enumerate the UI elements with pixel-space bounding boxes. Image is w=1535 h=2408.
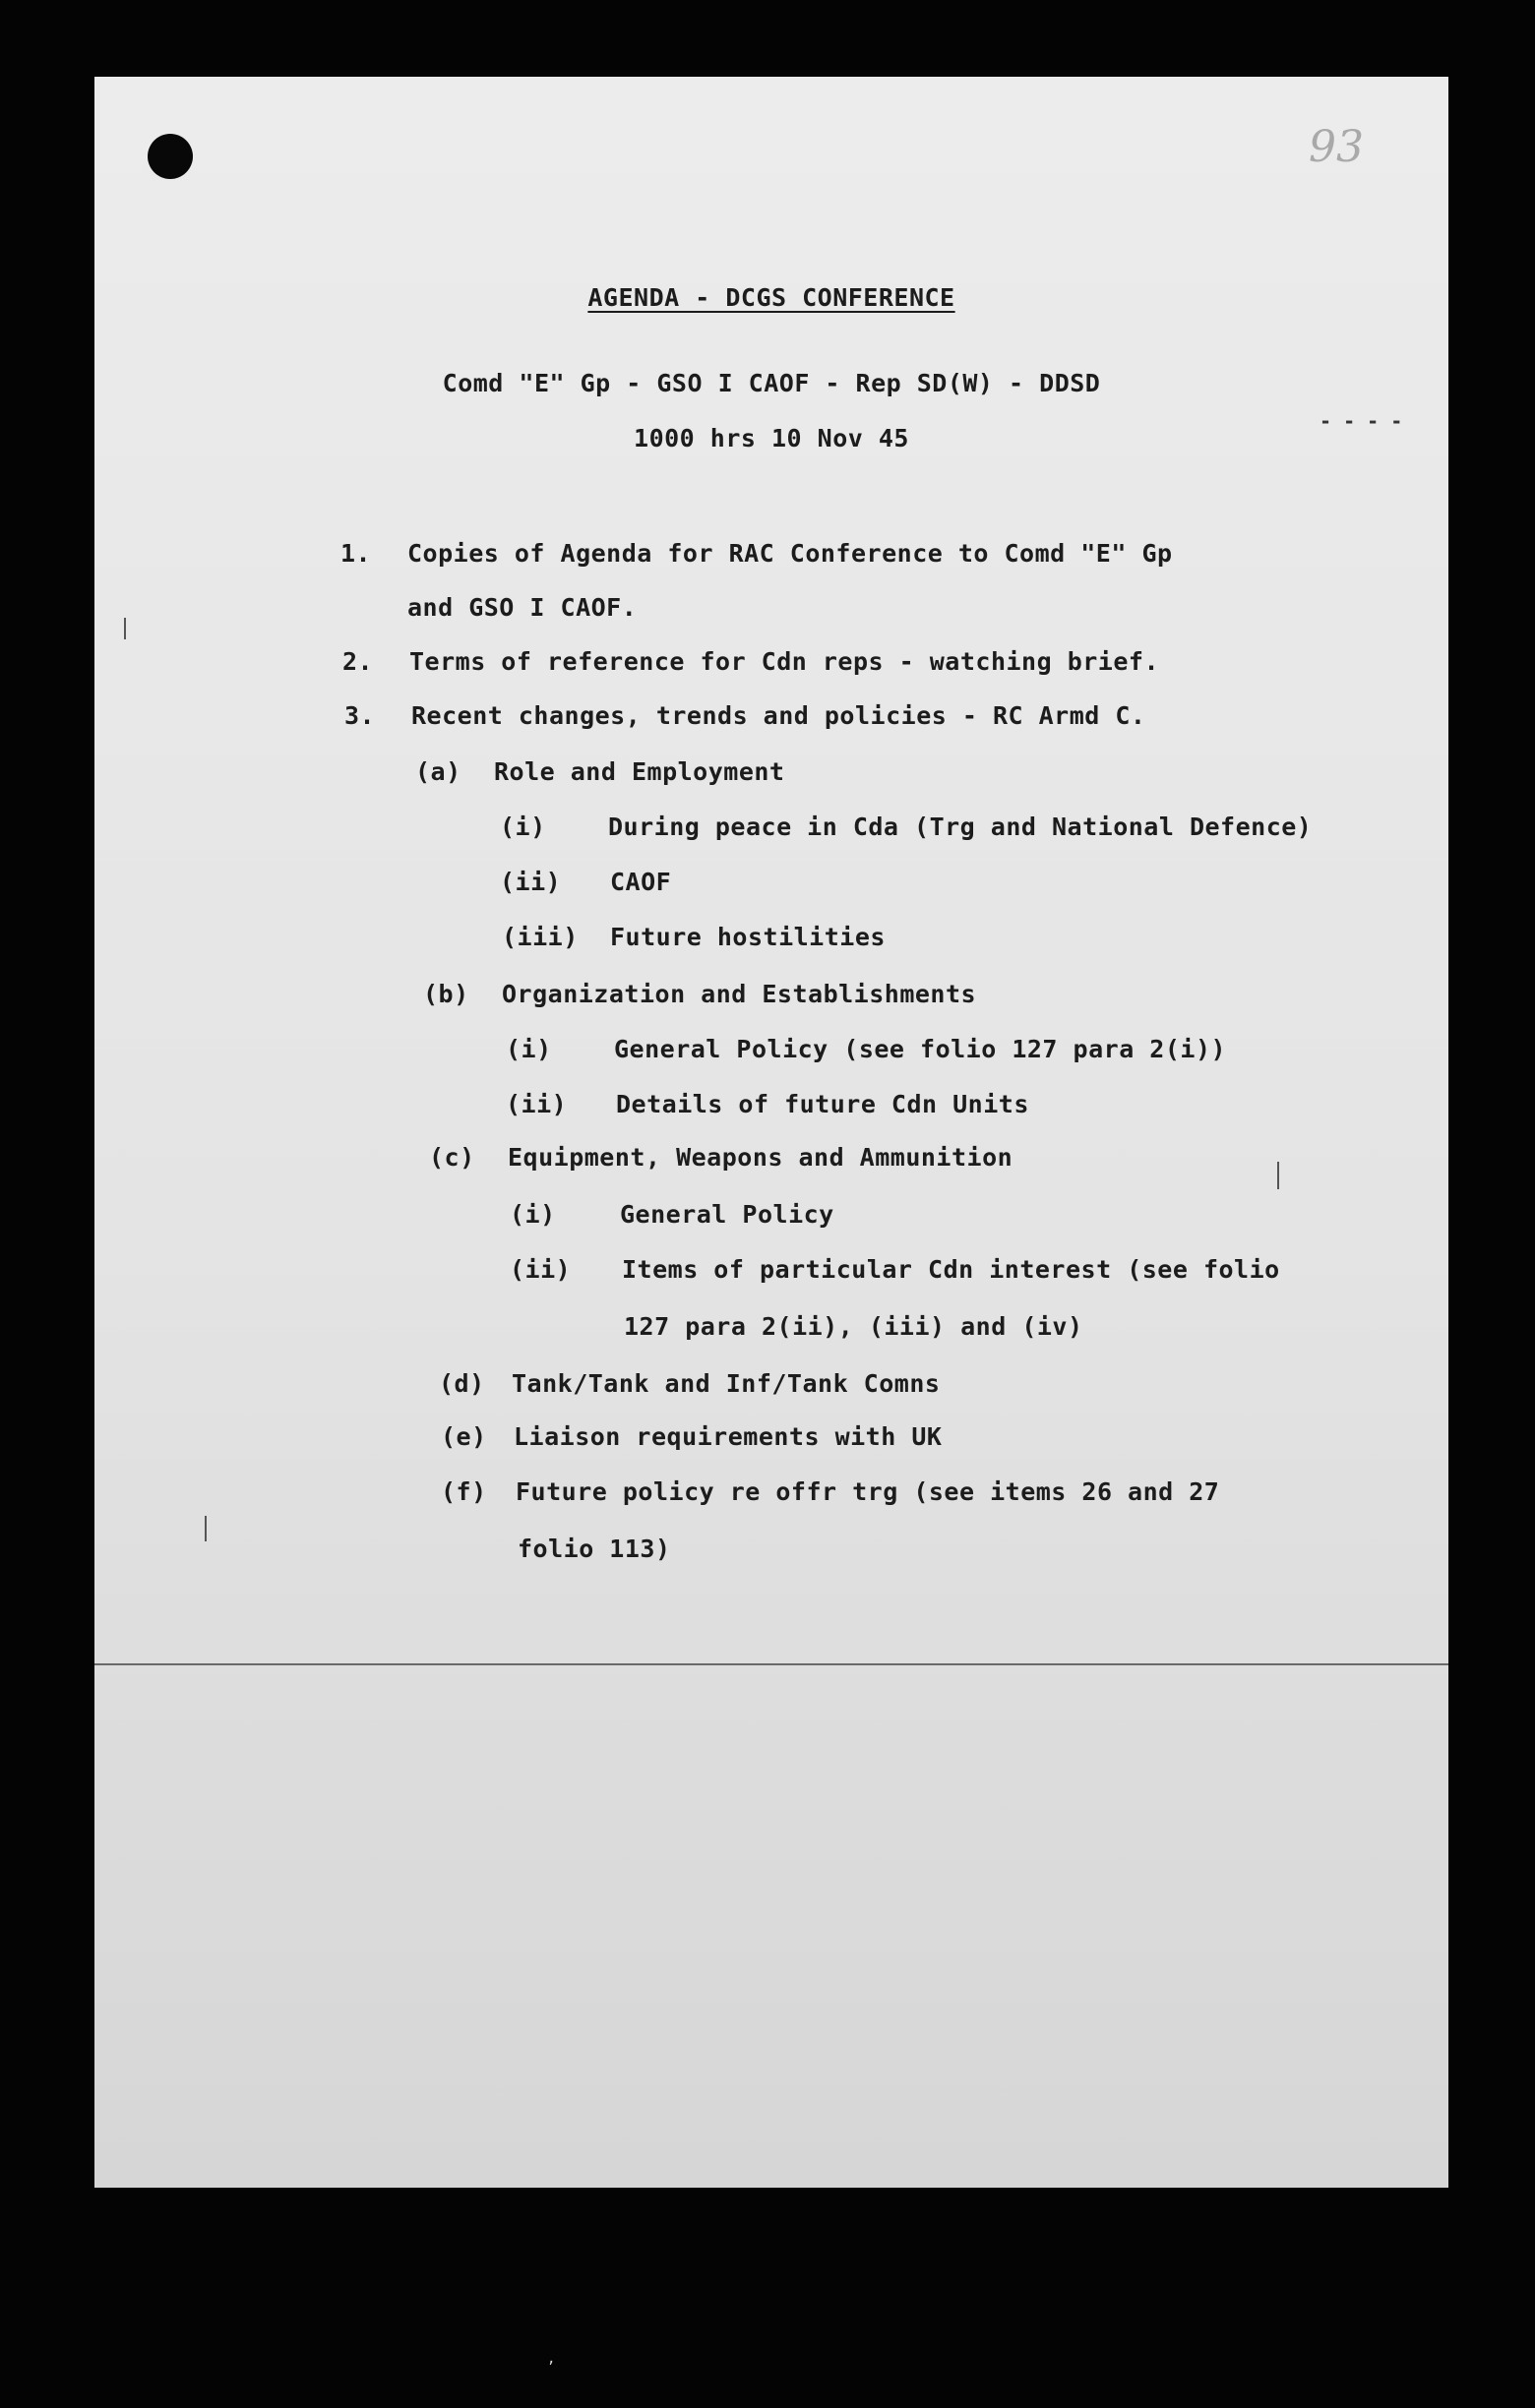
fold-line xyxy=(94,1663,1448,1665)
subitem-label: (d) xyxy=(439,1369,485,1398)
item-number: 1. xyxy=(340,539,372,568)
subsubitem-label: (i) xyxy=(510,1200,556,1229)
subsubitem-text: During peace in Cda (Trg and National Defence) xyxy=(608,813,1313,841)
document-page xyxy=(94,77,1448,2188)
subsubitem-text: Items of particular Cdn interest (see folio xyxy=(622,1255,1280,1284)
subsubitem-text: Future hostilities xyxy=(610,923,886,951)
subsubitem-text: General Policy xyxy=(620,1200,834,1229)
subitem-text: Future policy re offr trg (see items 26 and 27 xyxy=(516,1477,1220,1506)
subitem-text: Role and Employment xyxy=(494,757,785,786)
subsubitem-text: 127 para 2(ii), (iii) and (iv) xyxy=(624,1312,1083,1341)
subsubitem-label: (ii) xyxy=(506,1090,568,1118)
scan-speck: , xyxy=(547,2351,556,2367)
attendees-line: Comd "E" Gp - GSO I CAOF - Rep SD(W) - DDSD xyxy=(442,369,1101,397)
item-text: and GSO I CAOF. xyxy=(407,593,638,622)
punch-hole xyxy=(148,134,193,179)
subitem-label: (f) xyxy=(441,1477,487,1506)
margin-dash: - - - - xyxy=(1320,409,1403,433)
subsubitem-label: (ii) xyxy=(510,1255,572,1284)
subitem-text: Tank/Tank and Inf/Tank Comns xyxy=(512,1369,941,1398)
subsubitem-label: (iii) xyxy=(502,923,579,951)
folio-number: 93 xyxy=(1309,122,1364,172)
margin-mark xyxy=(1277,1162,1279,1189)
subitem-text: Organization and Establishments xyxy=(502,980,977,1008)
margin-mark xyxy=(205,1516,207,1541)
page-title: AGENDA - DCGS CONFERENCE xyxy=(587,283,955,312)
subitem-text: Equipment, Weapons and Ammunition xyxy=(508,1143,1013,1172)
subitem-label: (a) xyxy=(415,757,461,786)
subitem-label: (c) xyxy=(429,1143,475,1172)
subsubitem-text: CAOF xyxy=(610,868,672,896)
subitem-label: (e) xyxy=(441,1422,487,1451)
subitem-text: folio 113) xyxy=(518,1535,671,1563)
item-text: Recent changes, trends and policies - RC Armd C. xyxy=(411,701,1146,730)
subitem-text: Liaison requirements with UK xyxy=(514,1422,943,1451)
item-number: 3. xyxy=(344,701,376,730)
subsubitem-text: Details of future Cdn Units xyxy=(616,1090,1029,1118)
subsubitem-label: (i) xyxy=(506,1035,552,1063)
item-number: 2. xyxy=(342,647,374,676)
subsubitem-label: (ii) xyxy=(500,868,562,896)
date-time-line: 1000 hrs 10 Nov 45 xyxy=(634,424,909,452)
margin-mark xyxy=(124,618,126,639)
item-text: Terms of reference for Cdn reps - watching brief. xyxy=(409,647,1160,676)
subsubitem-label: (i) xyxy=(500,813,546,841)
subitem-label: (b) xyxy=(423,980,469,1008)
item-text: Copies of Agenda for RAC Conference to Comd "E" Gp xyxy=(407,539,1173,568)
subsubitem-text: General Policy (see folio 127 para 2(i)) xyxy=(614,1035,1227,1063)
